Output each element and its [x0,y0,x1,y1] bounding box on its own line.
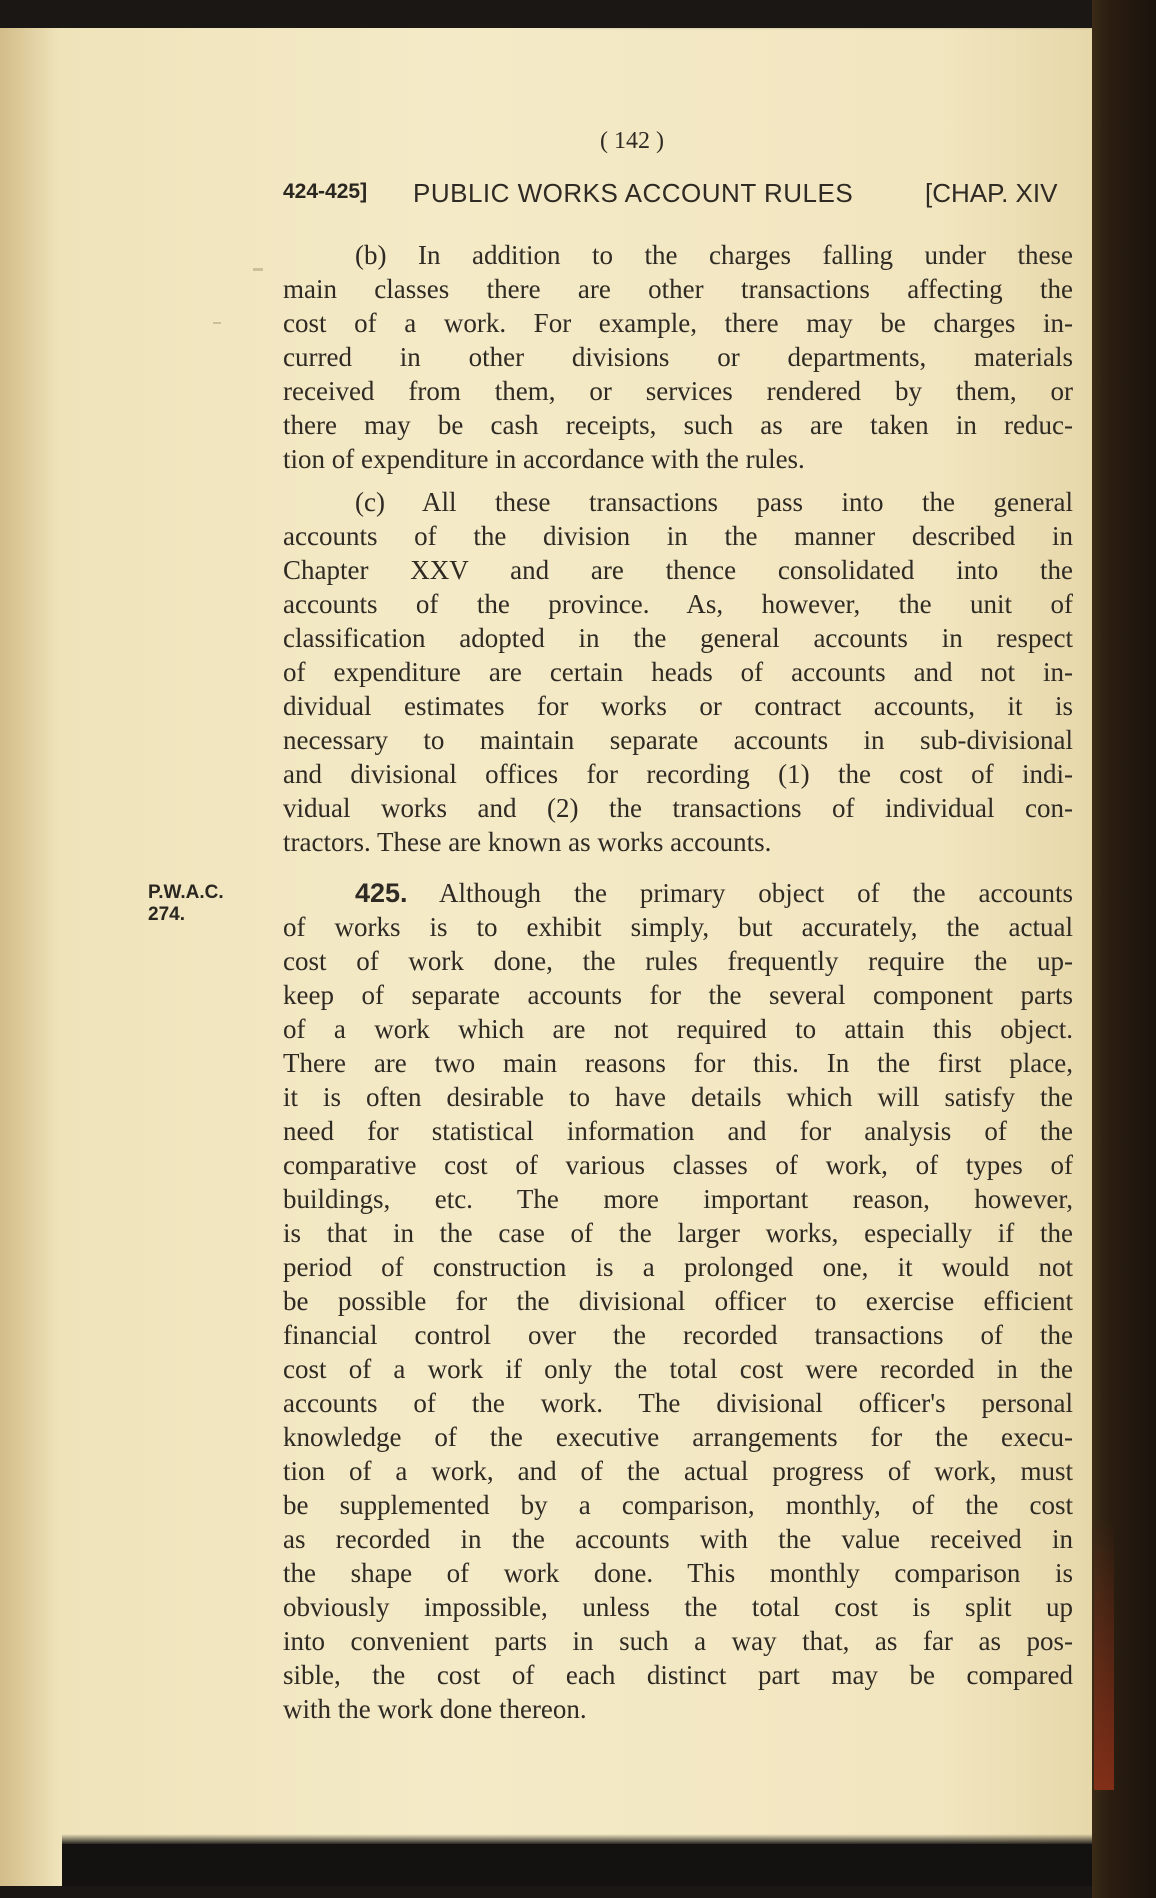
page-gutter-shade [0,28,60,1886]
text-line: cost of work done, the rules frequently require the up- [283,946,1073,976]
text-line: (c) All these transactions pass into the general [355,487,1073,517]
text-line: financial control over the recorded transactions of the [283,1320,1073,1350]
text-line: buildings, etc. The more important reason, however, [283,1184,1073,1214]
text-line: and divisional offices for recording (1) the cost of indi- [283,759,1073,789]
header-chapter: [CHAP. XIV [925,178,1058,208]
text-line: (b) In addition to the charges falling under these [355,240,1073,270]
page-number: ( 142 ) [600,128,664,154]
page-mark [253,268,263,271]
text-line: necessary to maintain separate accounts in sub-divisional [283,725,1073,755]
text-line: tion of a work, and of the actual progress of work, must [283,1456,1073,1486]
text-line: with the work done thereon. [283,1694,587,1724]
text-line: accounts of the province. As, however, the unit of [283,589,1073,619]
text-line: need for statistical information and for analysis of the [283,1116,1073,1146]
text-line: there may be cash receipts, such as are taken in reduc- [283,410,1073,440]
text-line: tractors. These are known as works accounts. [283,827,772,857]
text-line: it is often desirable to have details which will satisfy the [283,1082,1073,1112]
text-line: tion of expenditure in accordance with the rules. [283,444,805,474]
text-line: of a work which are not required to attain this object. [283,1014,1073,1044]
text-line: is that in the case of the larger works, especially if the [283,1218,1073,1248]
text-line: of expenditure are certain heads of accounts and not in- [283,657,1073,687]
paragraph-number: 425. [355,878,408,908]
text-line: be possible for the divisional officer to exercise efficient [283,1286,1073,1316]
text-line: received from them, or services rendered by them, or [283,376,1073,406]
margin-reference-number: 274. [148,904,185,925]
text-line: be supplemented by a comparison, monthly, of the cost [283,1490,1073,1520]
page-top-shadow [560,0,1120,30]
text-line: curred in other divisions or departments, materials [283,342,1073,372]
paragraph-c [283,485,1073,859]
text-line: Chapter XXV and are thence consolidated into the [283,555,1073,585]
header-title: PUBLIC WORKS ACCOUNT RULES [413,178,854,208]
paragraph-425 [283,876,1073,1726]
text-line: cost of a work if only the total cost were recorded in the [283,1354,1073,1384]
text-line: the shape of work done. This monthly comparison is [283,1558,1073,1588]
paragraph-b [283,238,1073,476]
text-line: accounts of the work. The divisional officer's personal [283,1388,1073,1418]
text-line: sible, the cost of each distinct part may be compared [283,1660,1073,1690]
text-line: of works is to exhibit simply, but accurately, the actual [283,912,1073,942]
text-line: obviously impossible, unless the total cost is split up [283,1592,1073,1622]
page-bottom-edge [62,1844,1100,1886]
text-line: There are two main reasons for this. In the first place, [283,1048,1073,1078]
book-cover-edge [1094,1520,1114,1790]
text-line: comparative cost of various classes of work, of types of [283,1150,1073,1180]
text-line: knowledge of the executive arrangements for the execu- [283,1422,1073,1452]
text-line: classification adopted in the general accounts in respect [283,623,1073,653]
text-line: dividual estimates for works or contract accounts, it is [283,691,1073,721]
text-line: main classes there are other transactions affecting the [283,274,1073,304]
text-line: as recorded in the accounts with the value received in [283,1524,1073,1554]
text-line: accounts of the division in the manner described in [283,521,1073,551]
text-line: cost of a work. For example, there may be charges in- [283,308,1073,338]
text-line: vidual works and (2) the transactions of individual con- [283,793,1073,823]
text-line: into convenient parts in such a way that, as far as pos- [283,1626,1073,1656]
paragraph-first-line: Although the primary object of the accounts [439,878,1073,908]
page-bottom-shadow [62,1834,1100,1844]
margin-reference-code: P.W.A.C. [148,882,224,903]
margin-reference [148,882,224,926]
text-line: keep of separate accounts for the several component parts [283,980,1073,1010]
header-section-range: 424-425] [283,180,368,203]
page-mark [213,322,221,324]
text-line [283,876,1073,910]
text-line: period of construction is a prolonged one, it would not [283,1252,1073,1282]
